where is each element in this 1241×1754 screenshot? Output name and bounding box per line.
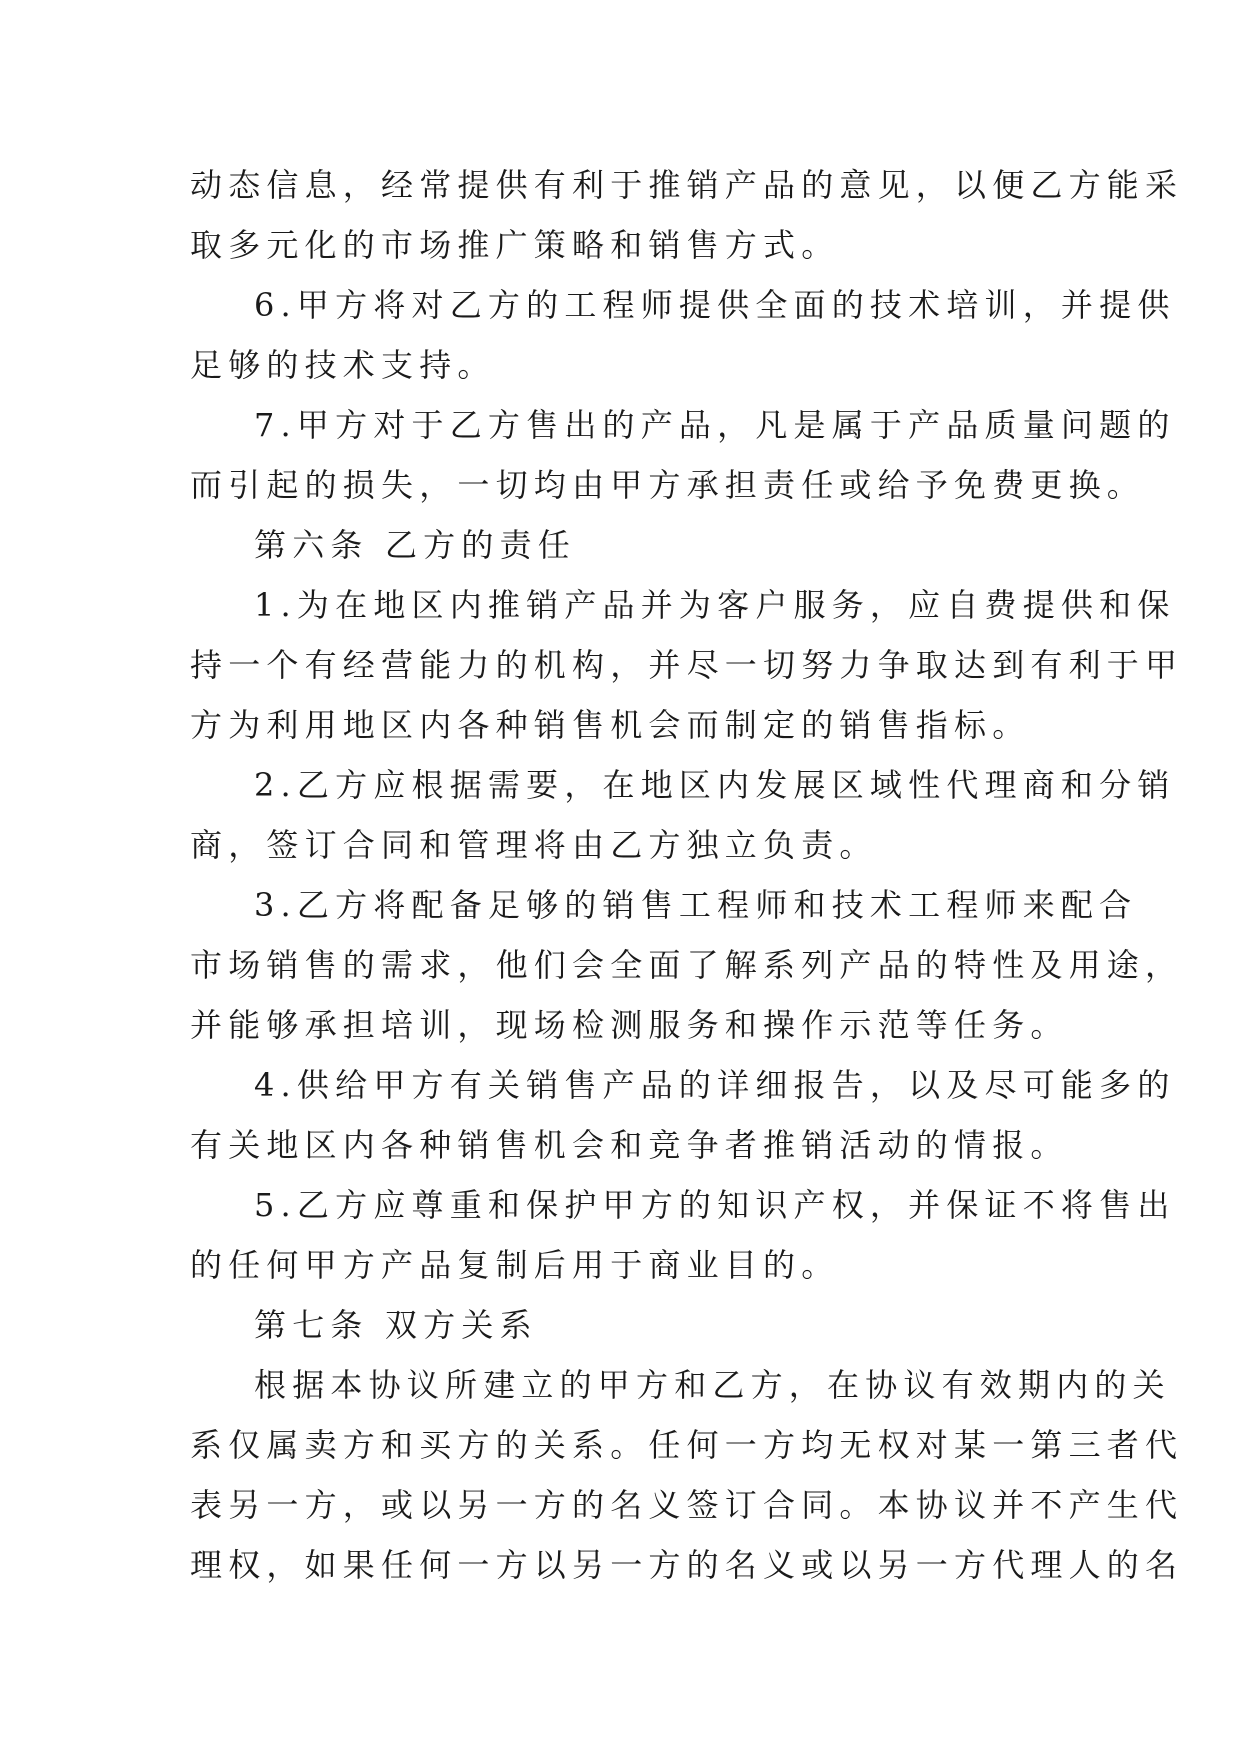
text-line: 足够的技术支持。: [190, 346, 496, 384]
text-line: 4.供给甲方有关销售产品的详细报告，以及尽可能多的: [254, 1066, 1176, 1104]
text-line: 商，签订合同和管理将由乙方独立负责。: [190, 826, 878, 864]
text-line: 取多元化的市场推广策略和销售方式。: [190, 226, 840, 264]
text-line: 1.为在地区内推销产品并为客户服务，应自费提供和保: [254, 586, 1176, 624]
text-line: 7.甲方对于乙方售出的产品，凡是属于产品质量问题的: [254, 406, 1176, 444]
text-line: 根据本协议所建立的甲方和乙方，在协议有效期内的关: [254, 1366, 1171, 1404]
text-line: 2.乙方应根据需要，在地区内发展区域性代理商和分销: [254, 766, 1176, 804]
text-line: 而引起的损失，一切均由甲方承担责任或给予免费更换。: [190, 466, 1146, 504]
text-line: 有关地区内各种销售机会和竞争者推销活动的情报。: [190, 1126, 1069, 1164]
text-line: 并能够承担培训，现场检测服务和操作示范等任务。: [190, 1006, 1069, 1044]
text-line: 3.乙方将配备足够的销售工程师和技术工程师来配合: [254, 886, 1138, 924]
text-line: 市场销售的需求，他们会全面了解系列产品的特性及用途，: [190, 946, 1184, 984]
text-line: 5.乙方应尊重和保护甲方的知识产权，并保证不将售出: [254, 1186, 1176, 1224]
text-line: 方为利用地区内各种销售机会而制定的销售指标。: [190, 706, 1031, 744]
section-heading: 第七条 双方关系: [254, 1306, 538, 1344]
section-heading: 第六条 乙方的责任: [254, 526, 576, 564]
text-line: 系仅属卖方和买方的关系。任何一方均无权对某一第三者代: [190, 1426, 1184, 1464]
text-line: 持一个有经营能力的机构，并尽一切努力争取达到有利于甲: [190, 646, 1184, 684]
text-line: 理权，如果任何一方以另一方的名义或以另一方代理人的名: [190, 1546, 1184, 1584]
text-line: 动态信息，经常提供有利于推销产品的意见，以便乙方能采: [190, 166, 1184, 204]
text-line: 6.甲方将对乙方的工程师提供全面的技术培训，并提供: [254, 286, 1176, 324]
text-line: 的任何甲方产品复制后用于商业目的。: [190, 1246, 840, 1284]
text-line: 表另一方，或以另一方的名义签订合同。本协议并不产生代: [190, 1486, 1184, 1524]
